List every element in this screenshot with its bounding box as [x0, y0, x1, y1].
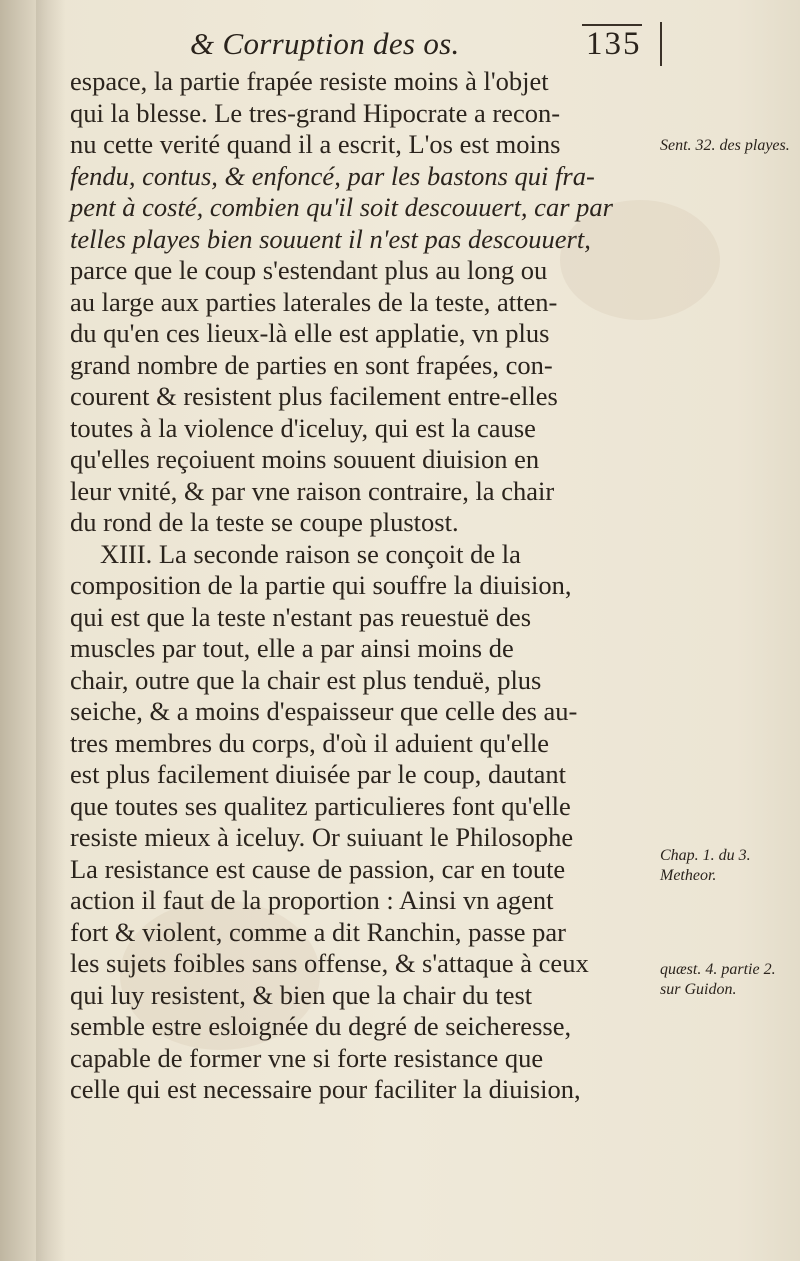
- text-line: action il faut de la proportion : Ainsi vn agent: [70, 885, 554, 915]
- section-heading-line: XIII. La seconde raison se conçoit de la: [100, 538, 521, 569]
- text-line: les sujets foibles sans offense, & s'attaque à ceux: [70, 948, 589, 978]
- margin-note: quæst. 4. partie 2. sur Guidon.: [660, 961, 776, 998]
- margin-note: Chap. 1. du 3. Metheor.: [660, 847, 751, 884]
- text-line: au large aux parties laterales de la teste, atten-: [70, 286, 558, 317]
- text-line: tres membres du corps, d'où il aduient qu'elle: [70, 727, 550, 758]
- body-text: [70, 66, 650, 1106]
- text-line: qui luy resistent, & bien que la chair du test: [70, 979, 533, 1010]
- text-line: qui est que la teste n'estant pas reuestuë des: [70, 601, 532, 632]
- text-line: du rond de la teste se coupe plustost.: [70, 507, 459, 537]
- text-line: nu cette verité quand il a escrit, L'os est moins: [70, 129, 561, 159]
- text-line: chair, outre que la chair est plus tenduë, plus: [70, 664, 542, 695]
- text-line: fendu, contus, & enfoncé, par les bastons qui fra-: [70, 160, 595, 191]
- text-line: espace, la partie frapée resiste moins à l'objet: [70, 66, 549, 96]
- text-line: qu'elles reçoiuent moins souuent diuision en: [70, 444, 540, 474]
- page-header: [190, 18, 670, 68]
- text-line: capable de former vne si forte resistance que: [70, 1042, 544, 1073]
- text-line: semble estre esloignée du degré de seicheresse,: [70, 1011, 572, 1041]
- text-line: fort & violent, comme a dit Ranchin, passe par: [70, 916, 567, 947]
- page-gutter-edge: [0, 0, 36, 1261]
- text-line: composition de la partie qui souffre la diuision,: [70, 570, 572, 600]
- text-line: telles playes bien souuent il n'est pas descouuert,: [70, 223, 591, 254]
- gutter-shadow: [36, 0, 66, 1261]
- text-line: seiche, & a moins d'espaisseur que celle des au-: [70, 696, 578, 726]
- text-line: que toutes ses qualitez particulieres font qu'elle: [70, 790, 571, 821]
- text-line: leur vnité, & par vne raison contraire, la chair: [70, 475, 555, 506]
- text-line: pent à costé, combien qu'il soit descouuert, car par: [70, 192, 613, 222]
- page-number: 135: [586, 26, 642, 62]
- text-line: est plus facilement diuisée par le coup, dautant: [70, 759, 566, 789]
- text-line: celle qui est necessaire pour faciliter la diuision,: [70, 1074, 581, 1104]
- text-line: du qu'en ces lieux-là elle est applatie, vn plus: [70, 318, 550, 348]
- text-line: resiste mieux à iceluy. Or suiuant le Philosophe: [70, 822, 574, 852]
- text-line: grand nombre de parties en sont frapées, con-: [70, 349, 553, 380]
- text-line: qui la blesse. Le tres-grand Hipocrate a recon-: [70, 97, 561, 128]
- running-title: & Corruption des os.: [190, 26, 460, 61]
- text-line: toutes à la violence d'iceluy, qui est la cause: [70, 412, 536, 443]
- text-line: La resistance est cause de passion, car en toute: [70, 853, 566, 884]
- header-bar: [660, 22, 662, 66]
- text-line: parce que le coup s'estendant plus au long ou: [70, 255, 548, 285]
- text-line: courent & resistent plus facilement entre-elles: [70, 381, 558, 411]
- text-line: muscles par tout, elle a par ainsi moins de: [70, 633, 514, 663]
- margin-note: Sent. 32. des playes.: [660, 137, 790, 154]
